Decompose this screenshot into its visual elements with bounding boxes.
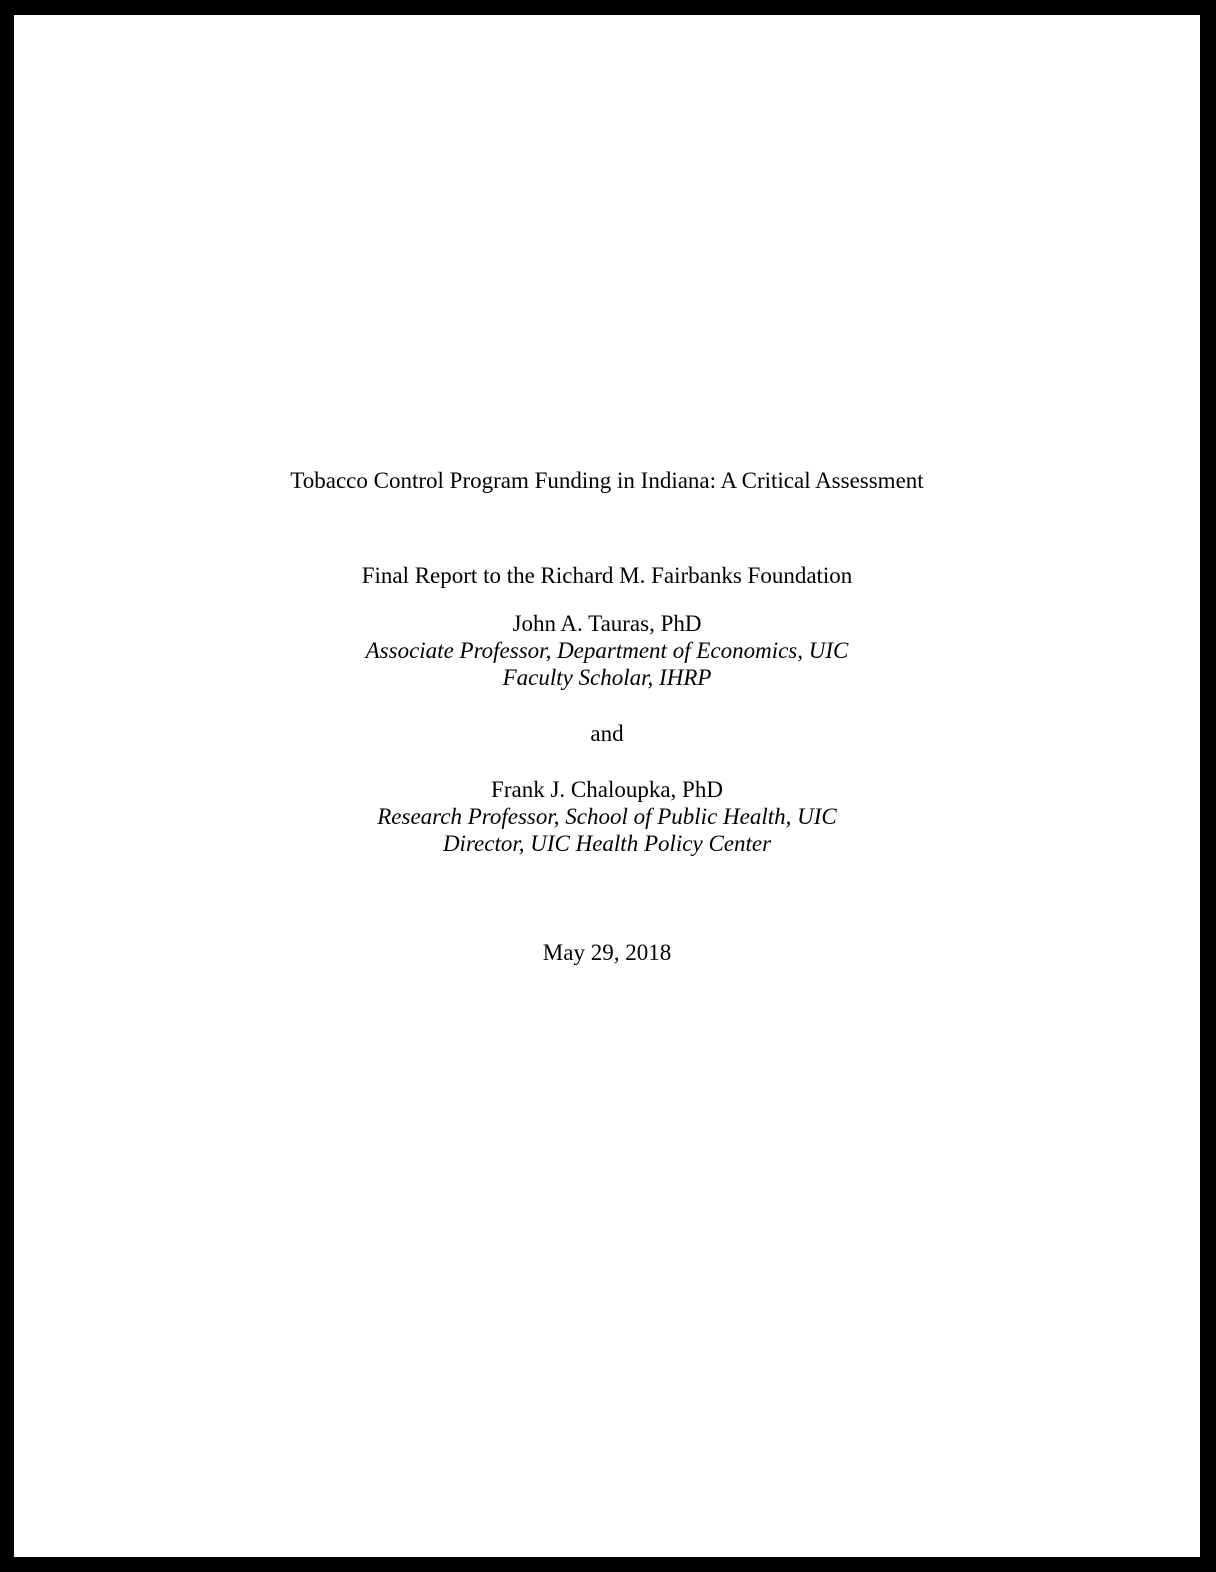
author-role: Associate Professor, Department of Economics, UIC [365,638,849,663]
author-role: Faculty Scholar, IHRP [502,665,712,690]
report-date: May 29, 2018 [542,940,672,965]
document-page [14,15,1200,1557]
author-name: Frank J. Chaloupka, PhD [491,777,723,802]
report-subtitle: Final Report to the Richard M. Fairbanks Foundation [361,563,853,588]
author-conjunction: and [590,721,624,746]
author-name: John A. Tauras, PhD [512,611,702,636]
author-role: Director, UIC Health Policy Center [442,831,772,856]
report-title: Tobacco Control Program Funding in Indiana: A Critical Assessment [290,468,924,493]
author-role: Research Professor, School of Public Health, UIC [377,804,837,829]
